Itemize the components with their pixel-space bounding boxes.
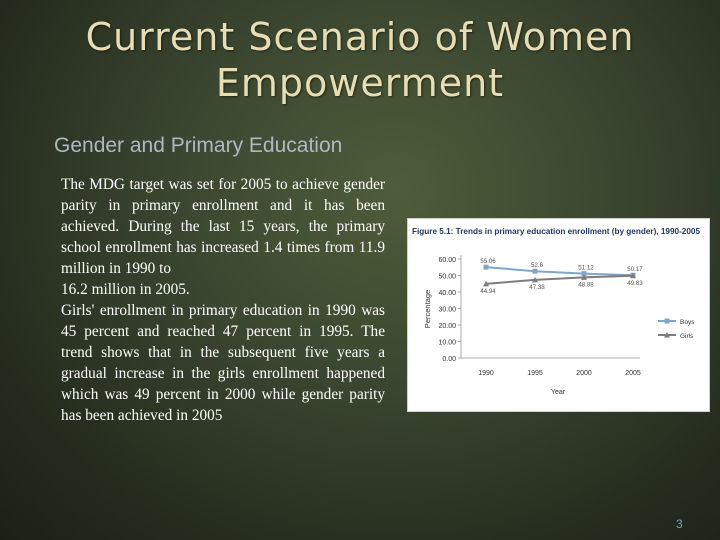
series-line-girls [486, 276, 633, 284]
data-label: 51.12 [578, 264, 594, 272]
x-tick-label: 2000 [576, 370, 592, 377]
x-axis-label: Year [550, 389, 566, 396]
legend-marker-boys [665, 319, 670, 324]
x-tick-label: 1995 [527, 370, 543, 377]
slide-title [60, 14, 660, 106]
page-number: 3 [676, 517, 683, 531]
y-tick-label: 0.00 [442, 356, 456, 363]
legend-label-boys: Boys [680, 319, 695, 326]
y-tick-label: 50.00 [438, 273, 456, 281]
slide-subtitle: Gender and Primary Education [54, 134, 343, 157]
data-label: 55.06 [480, 258, 496, 266]
data-label: 49.83 [627, 279, 643, 287]
body-text [61, 174, 385, 426]
series-point-boys [484, 265, 489, 270]
slide-title-line-2: Empowerment [215, 61, 505, 105]
data-label: 47.38 [529, 283, 545, 291]
paragraph-2: 16.2 million in 2005. [61, 281, 190, 298]
y-tick-label: 60.00 [438, 257, 456, 264]
data-label: 52.6 [530, 262, 544, 270]
chart-svg [408, 219, 709, 411]
paragraph-3: Girls' enrollment in primary education in 1990 was 45 percent and reached 47 percent in 1995. The trend shows that in the subsequent five years a gradual increase in the girls enrollment happened which was 49 percent in 2000 while gender parity has been achieved in 2005 [61, 302, 385, 424]
chart-title: Figure 5.1: Trends in primary education enrollment (by gender), 1990-2005 [412, 227, 701, 236]
y-tick-label: 40.00 [438, 290, 456, 297]
data-label: 50.17 [627, 266, 643, 274]
chart-figure [407, 218, 710, 412]
data-label: 48.88 [578, 281, 594, 289]
x-tick-label: 2005 [625, 370, 641, 377]
y-tick-label: 30.00 [438, 306, 456, 314]
x-tick-label: 1990 [478, 370, 494, 377]
data-label: 44.94 [480, 287, 496, 295]
series-point-boys [533, 269, 538, 274]
legend-label-girls: Girls [680, 333, 694, 340]
paragraph-1: The MDG target was set for 2005 to achieve gender parity in primary enrollment and it has been achieved. During the last 15 years, the primary school enrollment has increased 1.4 times from 11.9 million in 1990 to [61, 176, 385, 277]
y-tick-label: 20.00 [438, 323, 456, 330]
y-axis-label: Percentage [423, 289, 432, 329]
y-tick-label: 10.00 [438, 339, 456, 347]
slide-title-line-1: Current Scenario of Women [85, 15, 635, 59]
